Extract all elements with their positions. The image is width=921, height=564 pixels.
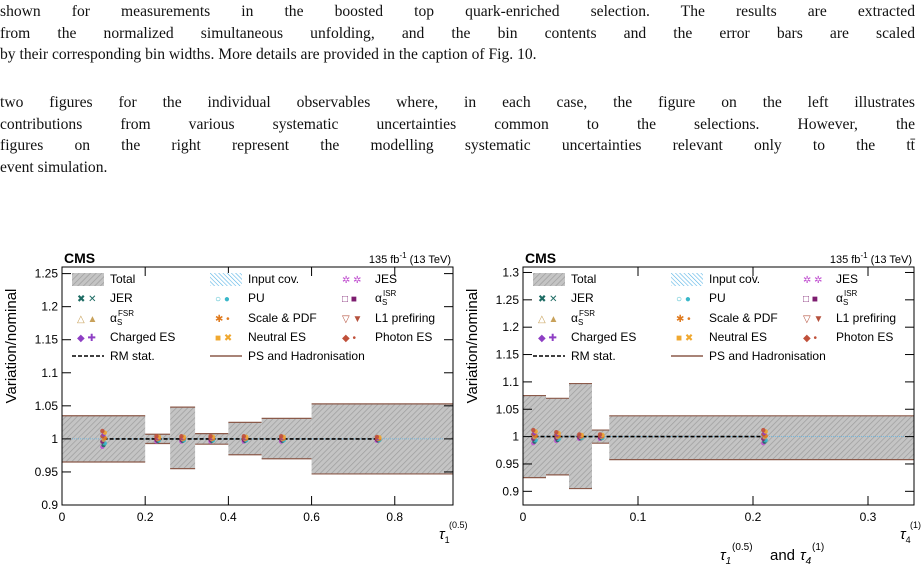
legend-label: Neutral ES bbox=[709, 330, 768, 344]
caption-continuation bbox=[300, 544, 921, 564]
y-tick-label: 1.25 bbox=[34, 266, 58, 281]
legend-marker-glyph: □ ■ bbox=[342, 294, 357, 305]
y-tick-label: 1 bbox=[512, 429, 519, 444]
legend-label: L1 prefiring bbox=[836, 311, 897, 325]
legend-entry bbox=[210, 349, 365, 363]
legend-label: Neutral ES bbox=[248, 330, 307, 344]
y-tick-label: 1.2 bbox=[41, 299, 58, 314]
paragraph-body bbox=[0, 92, 915, 178]
systematic-marker bbox=[598, 432, 602, 436]
text-line: shown for measurements in the boosted top quark-enriched selection. The results are extracted bbox=[0, 3, 915, 20]
legend-entry bbox=[538, 309, 595, 327]
legend-label-sup: ISR bbox=[383, 289, 397, 298]
y-tick-label: 0.9 bbox=[41, 498, 58, 512]
legend-entry bbox=[803, 272, 858, 286]
legend-entry bbox=[803, 330, 893, 344]
legend-label: Input cov. bbox=[709, 272, 761, 286]
y-axis-label: Variation/nominal bbox=[464, 288, 481, 404]
legend-marker-glyph: ▽ ▼ bbox=[342, 314, 363, 325]
cms-label: CMS bbox=[525, 250, 557, 266]
legend-label: PS and Hadronisation bbox=[709, 349, 826, 363]
x-tick-label: 0.4 bbox=[220, 510, 237, 524]
x-axis-label: $\tau_1$ bbox=[439, 526, 450, 545]
y-tick-label: 1.3 bbox=[502, 265, 519, 280]
legend-entry bbox=[215, 291, 265, 305]
text-line: event simulation. bbox=[0, 158, 108, 176]
systematic-marker bbox=[100, 429, 104, 433]
y-tick-label: 0.9 bbox=[502, 484, 519, 499]
legend-label: L1 prefiring bbox=[375, 311, 436, 325]
x-axis-label-sup: (1) bbox=[910, 520, 921, 530]
legend-entry bbox=[72, 272, 135, 286]
y-axis-label: Variation/nominal bbox=[3, 288, 20, 404]
legend-marker-glyph: ■ ✖ bbox=[215, 333, 233, 344]
cms-label: CMS bbox=[64, 250, 96, 266]
legend-marker-glyph: ✲ ✲ bbox=[342, 275, 362, 286]
legend-entry bbox=[342, 311, 435, 325]
chart-tau4-systematics bbox=[461, 250, 921, 544]
legend-marker-glyph: △ ▲ bbox=[77, 314, 98, 325]
y-tick-label: 1.05 bbox=[34, 398, 58, 413]
legend-marker-glyph: △ ▲ bbox=[538, 314, 559, 325]
legend-entry bbox=[538, 330, 636, 344]
legend-label: RM stat. bbox=[571, 349, 616, 363]
legend-entry bbox=[215, 311, 317, 325]
y-tick-label: 1.2 bbox=[502, 320, 519, 335]
legend-entry bbox=[676, 330, 767, 344]
y-tick-label: 1 bbox=[51, 431, 58, 446]
systematic-marker bbox=[531, 428, 535, 432]
x-tick-label: 0.2 bbox=[136, 510, 154, 524]
legend-label: JER bbox=[110, 291, 133, 305]
systematic-marker bbox=[208, 434, 212, 438]
legend-label: $\alpha_S$ bbox=[375, 291, 388, 307]
x-tick-label: 0.8 bbox=[386, 510, 404, 524]
legend-entry bbox=[676, 311, 778, 325]
legend-label: JER bbox=[571, 291, 594, 305]
y-tick-label: 1.05 bbox=[495, 402, 519, 417]
legend-label: Scale & PDF bbox=[248, 311, 317, 325]
x-tick-label: 0.2 bbox=[744, 510, 762, 524]
legend-swatch-input-cov bbox=[210, 273, 242, 286]
legend-marker-glyph: ✖ ✕ bbox=[77, 294, 97, 305]
legend-label: Charged ES bbox=[110, 330, 176, 344]
lumi-label: 135 $fb^{-1}$ (13 TeV) bbox=[829, 251, 912, 266]
legend-marker-glyph: □ ■ bbox=[803, 294, 818, 305]
legend-label: Input cov. bbox=[248, 272, 300, 286]
legend-marker-glyph: ◆ ✚ bbox=[77, 333, 96, 344]
y-tick-label: 1.15 bbox=[34, 332, 58, 347]
lumi-label: 135 $fb^{-1}$ (13 TeV) bbox=[368, 251, 451, 266]
legend-label: PU bbox=[248, 291, 265, 305]
paragraph-figure-caption bbox=[0, 1, 915, 66]
legend-label: PS and Hadronisation bbox=[248, 349, 365, 363]
legend-swatch-input-cov bbox=[671, 273, 703, 286]
legend-label: Photon ES bbox=[375, 330, 433, 344]
legend-label: JES bbox=[375, 272, 398, 286]
x-tick-label: 0 bbox=[58, 510, 66, 524]
legend-swatch-total bbox=[533, 273, 565, 286]
legend-marker-glyph: ○ ● bbox=[215, 294, 230, 305]
y-tick-label: 1.25 bbox=[495, 292, 519, 307]
legend-label: $\alpha_S$ bbox=[110, 311, 123, 327]
x-axis-label-sup: (0.5) bbox=[449, 520, 468, 530]
x-tick-label: 0.3 bbox=[859, 510, 877, 524]
caption-symbol-tau4: $\tau_4$ bbox=[800, 547, 812, 564]
legend-label: RM stat. bbox=[110, 349, 155, 363]
legend-marker-glyph: ◆ • bbox=[342, 333, 356, 344]
legend-label-sup: ISR bbox=[844, 289, 858, 298]
systematic-marker bbox=[154, 434, 158, 438]
legend-label: Photon ES bbox=[836, 330, 894, 344]
text-line: contributions from various systematic uncertainties common to the selections. However, the bbox=[0, 115, 915, 133]
legend-marker-glyph: ▽ ▼ bbox=[803, 314, 824, 325]
systematic-marker bbox=[375, 435, 379, 439]
y-tick-label: 0.95 bbox=[34, 464, 58, 479]
text-line: from the normalized simultaneous unfolding, and the bin contents and the error bars are scaled bbox=[0, 24, 915, 42]
x-axis-label: $\tau_4$ bbox=[900, 526, 911, 545]
x-tick-label: 0.6 bbox=[303, 510, 320, 524]
legend-swatch-total bbox=[72, 273, 104, 286]
legend-label-sup: FSR bbox=[579, 309, 595, 318]
legend-entry bbox=[533, 272, 596, 286]
legend-entry bbox=[342, 330, 432, 344]
legend-label: Total bbox=[571, 272, 597, 286]
legend-entry bbox=[671, 349, 826, 363]
caption-and: and bbox=[770, 547, 796, 564]
legend-entry bbox=[533, 349, 616, 363]
legend-label: PU bbox=[709, 291, 726, 305]
legend-marker-glyph: ✲ ✲ bbox=[803, 275, 823, 286]
y-tick-label: 1.15 bbox=[495, 347, 519, 362]
legend-label: Total bbox=[110, 272, 136, 286]
text-line: by their corresponding bin widths. More details are provided in the caption of Fig. 10. bbox=[0, 46, 537, 63]
legend-label-sup: FSR bbox=[118, 309, 134, 318]
x-tick-label: 0.1 bbox=[629, 510, 647, 524]
legend-entry bbox=[210, 272, 299, 286]
y-tick-label: 1.1 bbox=[502, 374, 519, 389]
legend-entry bbox=[215, 330, 306, 344]
systematic-marker bbox=[242, 434, 246, 438]
x-tick-label: 0 bbox=[519, 510, 527, 524]
legend-label: $\alpha_S$ bbox=[836, 291, 849, 307]
legend-label: $\alpha_S$ bbox=[571, 311, 584, 327]
legend-label: Scale & PDF bbox=[709, 311, 778, 325]
systematic-marker bbox=[554, 430, 558, 434]
legend-marker-glyph: ◆ • bbox=[803, 333, 817, 344]
legend-entry bbox=[671, 272, 760, 286]
y-tick-label: 1.1 bbox=[41, 365, 58, 380]
legend-entry bbox=[803, 289, 858, 307]
legend-entry bbox=[803, 311, 896, 325]
legend-marker-glyph: ✖ ✕ bbox=[538, 294, 558, 305]
legend-entry bbox=[342, 272, 397, 286]
chart-tau1-systematics bbox=[0, 250, 468, 545]
text-line: two figures for the individual observables where, in each case, the figure on the left illustrates bbox=[0, 94, 915, 111]
legend-entry bbox=[676, 291, 726, 305]
systematic-marker bbox=[279, 434, 283, 438]
y-tick-label: 0.95 bbox=[495, 456, 519, 471]
systematic-marker bbox=[179, 434, 183, 438]
legend-entry bbox=[342, 289, 397, 307]
legend-entry bbox=[77, 309, 134, 327]
legend-label: Charged ES bbox=[571, 330, 637, 344]
systematic-marker bbox=[761, 428, 765, 432]
legend-entry bbox=[77, 291, 133, 305]
legend-marker-glyph: ○ ● bbox=[676, 294, 691, 305]
legend-entry bbox=[538, 291, 594, 305]
text-line: figures on the right represent the modelling systematic uncertainties relevant only to the tt̄ bbox=[0, 137, 915, 154]
systematic-marker bbox=[577, 432, 581, 436]
legend-entry bbox=[77, 330, 175, 344]
legend-marker-glyph: ✱ • bbox=[215, 314, 230, 325]
legend-marker-glyph: ■ ✖ bbox=[676, 333, 694, 344]
legend-entry bbox=[72, 349, 155, 363]
legend-label: JES bbox=[836, 272, 859, 286]
caption-symbol-tau4-sup: (1) bbox=[812, 542, 825, 553]
caption-symbol-tau1: $\tau_1$ bbox=[720, 547, 732, 564]
legend-marker-glyph: ✱ • bbox=[676, 314, 691, 325]
legend-marker-glyph: ◆ ✚ bbox=[538, 333, 557, 344]
caption-symbol-tau1-sup: (0.5) bbox=[732, 542, 753, 553]
